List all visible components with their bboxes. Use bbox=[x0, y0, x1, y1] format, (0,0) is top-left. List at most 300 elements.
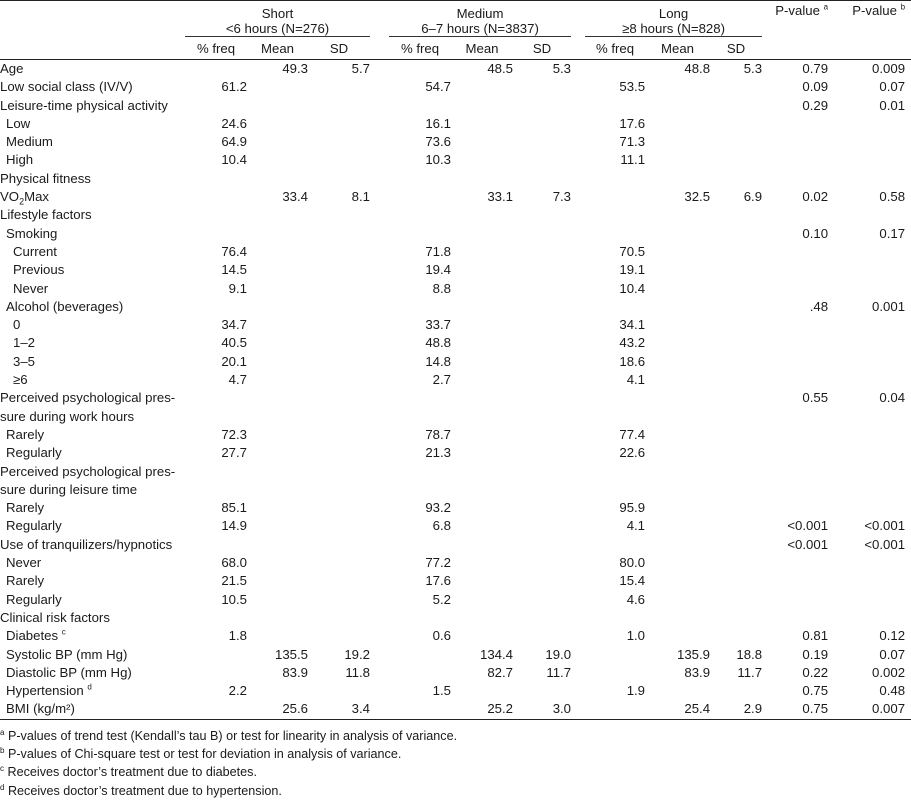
cell-mean: 48.8 bbox=[684, 61, 711, 76]
cell-freq: 9.1 bbox=[228, 280, 247, 296]
cell-sd bbox=[308, 536, 370, 554]
row-label: Systolic BP (mm Hg) bbox=[6, 646, 128, 662]
cell-sd bbox=[513, 97, 571, 115]
cell-sd bbox=[513, 243, 571, 261]
cell-mean bbox=[451, 682, 513, 700]
cell-mean bbox=[451, 499, 513, 517]
row-label: 1–2 bbox=[13, 335, 36, 351]
cell-sd bbox=[308, 517, 370, 535]
cell-pvalue-b: 0.002 bbox=[872, 664, 906, 680]
cell-mean: 134.4 bbox=[480, 646, 514, 662]
table-row bbox=[0, 554, 911, 572]
cell-freq: 70.5 bbox=[619, 243, 646, 259]
cell-sd bbox=[308, 97, 370, 115]
cell-freq: 27.7 bbox=[221, 445, 247, 461]
cell-freq bbox=[389, 700, 451, 719]
cell-freq: 93.2 bbox=[425, 500, 452, 516]
cell-freq: 68.0 bbox=[221, 555, 247, 571]
cell-pvalue-b: <0.001 bbox=[864, 536, 906, 552]
cell-freq: 95.9 bbox=[619, 500, 646, 516]
cell-sd bbox=[513, 170, 571, 188]
table-row bbox=[0, 627, 911, 645]
table-row bbox=[0, 298, 911, 316]
cell-pvalue-a bbox=[774, 572, 834, 590]
cell-freq bbox=[585, 188, 645, 206]
cell-mean bbox=[645, 536, 710, 554]
cell-freq: 10.3 bbox=[425, 152, 452, 168]
table-row bbox=[0, 408, 911, 426]
cell-mean: 49.3 bbox=[282, 61, 308, 76]
cell-sd: 11.7 bbox=[546, 664, 572, 680]
cell-freq bbox=[185, 700, 247, 719]
cell-freq: 1.5 bbox=[432, 683, 452, 699]
cell-freq bbox=[185, 188, 247, 206]
table-row bbox=[0, 334, 911, 352]
cell-freq bbox=[585, 481, 645, 499]
cell-sd bbox=[308, 389, 370, 407]
cell-sd bbox=[710, 389, 762, 407]
cell-pvalue-b bbox=[834, 444, 911, 462]
cell-mean bbox=[451, 151, 513, 169]
cell-sd bbox=[308, 463, 370, 481]
cell-sd bbox=[513, 261, 571, 279]
cell-freq bbox=[185, 225, 247, 243]
cell-mean bbox=[247, 517, 308, 535]
cell-freq bbox=[185, 664, 247, 682]
table-row bbox=[0, 60, 911, 79]
cell-sd bbox=[710, 298, 762, 316]
cell-mean: 25.2 bbox=[451, 700, 513, 719]
row-label: Physical fitness bbox=[0, 170, 91, 186]
cell-sd bbox=[308, 316, 370, 334]
cell-freq: 18.6 bbox=[619, 353, 646, 369]
cell-sd bbox=[710, 481, 762, 499]
cell-sd bbox=[513, 78, 571, 96]
cell-mean bbox=[247, 371, 308, 389]
pvalue-a-header: P-value $^a$ bbox=[775, 2, 829, 18]
cell-freq: 4.1 bbox=[626, 372, 646, 388]
cell-mean bbox=[247, 261, 308, 279]
cell-sd bbox=[308, 444, 370, 462]
cell-sd: 19.2 bbox=[344, 646, 371, 662]
table-row bbox=[0, 646, 911, 664]
cell-mean bbox=[645, 97, 710, 115]
cell-sd bbox=[710, 316, 762, 334]
cell-mean bbox=[247, 627, 308, 645]
cell-mean bbox=[451, 78, 513, 96]
cell-freq: 77.4 bbox=[619, 426, 646, 442]
cell-freq bbox=[389, 536, 451, 554]
row-label: Diabetes $^c$ bbox=[6, 627, 66, 644]
cell-freq: 71.3 bbox=[619, 134, 646, 150]
cell-freq: 85.1 bbox=[221, 500, 247, 516]
cell-pvalue-a: 0.10 bbox=[802, 225, 829, 241]
cell-freq: 17.6 bbox=[619, 115, 646, 131]
cell-pvalue-a bbox=[774, 444, 834, 462]
cell-mean bbox=[645, 682, 710, 700]
row-label: Leisure-time physical activity bbox=[0, 97, 168, 113]
cell-mean bbox=[645, 151, 710, 169]
footnote-c: $^c$ Receives doctor’s treatment due to diabetes. bbox=[0, 764, 257, 780]
cell-sd: 5.7 bbox=[351, 61, 371, 76]
cell-sd bbox=[710, 170, 762, 188]
cell-pvalue-a: <0.001 bbox=[787, 518, 829, 534]
cell-pvalue-b bbox=[834, 115, 911, 133]
cell-freq: 61.2 bbox=[221, 79, 247, 95]
cell-freq bbox=[389, 481, 451, 499]
cell-mean bbox=[247, 481, 308, 499]
cell-freq bbox=[585, 700, 645, 719]
table-row bbox=[0, 572, 911, 590]
cell-sd bbox=[710, 371, 762, 389]
cell-sd bbox=[513, 499, 571, 517]
cell-pvalue-a bbox=[774, 115, 834, 133]
cell-pvalue-b bbox=[834, 481, 911, 499]
cell-sd bbox=[710, 97, 762, 115]
cell-pvalue-b bbox=[834, 243, 911, 261]
cell-freq bbox=[389, 188, 451, 206]
cell-sd bbox=[710, 408, 762, 426]
cell-mean: 135.9 bbox=[677, 646, 711, 662]
footnote-d: $^d$ Receives doctor’s treatment due to hypertension. bbox=[0, 782, 282, 798]
cell-freq bbox=[585, 408, 645, 426]
cell-mean bbox=[247, 170, 308, 188]
col-freq: % freq bbox=[389, 39, 451, 60]
cell-freq bbox=[389, 609, 451, 627]
cell-freq: 40.5 bbox=[221, 335, 247, 351]
cell-freq: 11.1 bbox=[620, 152, 646, 168]
cell-sd bbox=[308, 499, 370, 517]
cell-freq: 20.1 bbox=[221, 353, 247, 369]
cell-sd bbox=[513, 225, 571, 243]
cell-sd bbox=[710, 517, 762, 535]
cell-mean bbox=[451, 334, 513, 352]
cell-mean bbox=[451, 133, 513, 151]
cell-sd bbox=[513, 481, 571, 499]
group-header-medium bbox=[389, 1, 571, 40]
cell-mean bbox=[247, 316, 308, 334]
row-label: Medium bbox=[6, 134, 53, 150]
cell-pvalue-a bbox=[774, 334, 834, 352]
row-label: High bbox=[6, 152, 34, 168]
cell-sd bbox=[513, 206, 571, 224]
cell-mean bbox=[451, 536, 513, 554]
cell-freq bbox=[185, 408, 247, 426]
cell-mean bbox=[247, 353, 308, 371]
cell-mean bbox=[247, 133, 308, 151]
group-title: Medium bbox=[456, 6, 504, 21]
row-label: Lifestyle factors bbox=[0, 207, 92, 223]
table-row bbox=[0, 389, 911, 407]
cell-mean bbox=[451, 426, 513, 444]
cell-sd bbox=[513, 572, 571, 590]
cell-sd bbox=[710, 426, 762, 444]
cell-freq bbox=[185, 298, 247, 316]
cell-mean bbox=[451, 572, 513, 590]
cell-freq: 2.2 bbox=[228, 683, 247, 699]
col-sd: SD bbox=[710, 39, 762, 60]
cell-mean bbox=[451, 353, 513, 371]
cell-pvalue-b: 0.04 bbox=[879, 390, 906, 406]
cell-sd bbox=[308, 591, 370, 609]
cell-sd bbox=[513, 133, 571, 151]
cell-pvalue-b: 0.007 bbox=[834, 700, 911, 719]
row-label: sure during work hours bbox=[0, 408, 135, 424]
footnote-b: $^b$ P-values of Chi-square test or test for deviation in analysis of variance. bbox=[0, 746, 402, 762]
cell-pvalue-b: 0.48 bbox=[879, 683, 906, 699]
cell-mean bbox=[645, 206, 710, 224]
cell-pvalue-b bbox=[834, 426, 911, 444]
cell-freq bbox=[185, 481, 247, 499]
cell-sd bbox=[513, 115, 571, 133]
cell-mean bbox=[247, 334, 308, 352]
cell-mean bbox=[247, 463, 308, 481]
cell-mean bbox=[451, 206, 513, 224]
cell-pvalue-a bbox=[774, 133, 834, 151]
cell-pvalue-b bbox=[834, 591, 911, 609]
cell-mean bbox=[247, 389, 308, 407]
cell-mean bbox=[645, 591, 710, 609]
cell-sd bbox=[710, 572, 762, 590]
col-mean: Mean bbox=[247, 39, 308, 60]
cell-sd bbox=[513, 517, 571, 535]
cell-pvalue-a bbox=[774, 151, 834, 169]
cell-freq bbox=[185, 170, 247, 188]
group-header-short bbox=[185, 1, 370, 40]
cell-freq: 76.4 bbox=[221, 243, 247, 259]
cell-freq: 78.7 bbox=[425, 426, 452, 442]
cell-pvalue-b bbox=[834, 170, 911, 188]
cell-sd: 5.3 bbox=[552, 61, 572, 76]
cell-mean: 25.4 bbox=[645, 700, 710, 719]
group-subtitle: 6–7 hours (N=3837) bbox=[421, 21, 539, 36]
row-label: Current bbox=[13, 243, 57, 259]
cell-pvalue-b bbox=[834, 463, 911, 481]
cell-freq: 24.6 bbox=[221, 115, 247, 131]
row-label: Rarely bbox=[6, 573, 45, 589]
cell-freq bbox=[585, 609, 645, 627]
cell-mean bbox=[247, 225, 308, 243]
cell-freq bbox=[389, 170, 451, 188]
cell-freq bbox=[185, 609, 247, 627]
cell-pvalue-b: 0.17 bbox=[879, 225, 906, 241]
cell-freq: 1.0 bbox=[626, 628, 646, 644]
table-row bbox=[0, 463, 911, 481]
row-label: Alcohol (beverages) bbox=[6, 298, 124, 314]
table-row bbox=[0, 371, 911, 389]
cell-mean bbox=[645, 408, 710, 426]
cell-mean bbox=[247, 280, 308, 298]
cell-freq: 22.6 bbox=[619, 445, 646, 461]
cell-sd bbox=[710, 627, 762, 645]
col-sd: SD bbox=[308, 39, 370, 60]
cell-mean bbox=[645, 298, 710, 316]
cell-sd bbox=[513, 627, 571, 645]
cell-freq bbox=[389, 646, 451, 664]
table-row bbox=[0, 225, 911, 243]
cell-mean bbox=[247, 206, 308, 224]
cell-freq: 16.1 bbox=[425, 115, 452, 131]
cell-pvalue-a: 0.55 bbox=[802, 390, 829, 406]
table-row bbox=[0, 536, 911, 554]
cell-freq: 43.2 bbox=[619, 335, 646, 351]
row-label: Perceived psychological pres- bbox=[0, 390, 176, 406]
cell-sd bbox=[513, 536, 571, 554]
table-row bbox=[0, 700, 911, 719]
cell-pvalue-b bbox=[834, 334, 911, 352]
cell-mean bbox=[645, 627, 710, 645]
cell-pvalue-a: 0.81 bbox=[802, 628, 829, 644]
cell-mean bbox=[645, 572, 710, 590]
row-label: Regularly bbox=[6, 518, 62, 534]
row-label: Age bbox=[0, 61, 24, 76]
cell-sd bbox=[710, 353, 762, 371]
cell-pvalue-b bbox=[834, 261, 911, 279]
cell-freq: 64.9 bbox=[221, 134, 247, 150]
cell-freq bbox=[389, 206, 451, 224]
cell-pvalue-a bbox=[774, 499, 834, 517]
cell-mean bbox=[247, 554, 308, 572]
cell-sd bbox=[308, 298, 370, 316]
cell-sd bbox=[513, 408, 571, 426]
table-body bbox=[0, 60, 911, 720]
cell-sd bbox=[710, 463, 762, 481]
cell-mean bbox=[247, 151, 308, 169]
group-title: Long bbox=[658, 6, 689, 21]
cell-mean bbox=[451, 389, 513, 407]
cell-sd bbox=[513, 426, 571, 444]
table-row bbox=[0, 664, 911, 682]
cell-mean bbox=[645, 261, 710, 279]
cell-sd bbox=[710, 115, 762, 133]
row-label: $VO_2Max$ bbox=[0, 189, 49, 207]
cell-mean bbox=[645, 353, 710, 371]
cell-sd bbox=[308, 408, 370, 426]
cell-pvalue-b: 0.009 bbox=[872, 61, 906, 76]
cell-freq bbox=[585, 298, 645, 316]
cell-sd bbox=[308, 78, 370, 96]
cell-freq: 14.8 bbox=[425, 353, 452, 369]
cell-sd bbox=[308, 682, 370, 700]
cell-pvalue-a bbox=[774, 243, 834, 261]
cell-mean: 33.1 bbox=[487, 189, 514, 205]
cell-sd bbox=[308, 481, 370, 499]
cell-freq: 6.8 bbox=[432, 518, 452, 534]
cell-pvalue-a bbox=[774, 591, 834, 609]
cell-pvalue-a: <0.001 bbox=[787, 536, 829, 552]
col-sd: SD bbox=[513, 39, 571, 60]
cell-sd: 3.4 bbox=[308, 700, 370, 719]
row-label: BMI (kg/m²) bbox=[0, 700, 185, 719]
cell-freq bbox=[389, 60, 451, 79]
cell-sd bbox=[308, 334, 370, 352]
cell-sd bbox=[513, 591, 571, 609]
cell-sd bbox=[308, 609, 370, 627]
group-header-long bbox=[585, 1, 762, 40]
pvalue-b-header: P-value $^b$ bbox=[852, 2, 906, 18]
cell-sd: 5.3 bbox=[743, 61, 763, 76]
cell-pvalue-b bbox=[834, 316, 911, 334]
cell-mean bbox=[645, 463, 710, 481]
table-row bbox=[0, 316, 911, 334]
cell-freq: 10.5 bbox=[221, 591, 247, 607]
cell-freq: 4.1 bbox=[626, 518, 646, 534]
cell-pvalue-a bbox=[774, 609, 834, 627]
cell-pvalue-b: 0.01 bbox=[879, 97, 906, 113]
cell-sd bbox=[308, 627, 370, 645]
row-label: Rarely bbox=[6, 426, 45, 442]
cell-sd bbox=[513, 554, 571, 572]
cell-freq bbox=[185, 463, 247, 481]
cell-pvalue-b bbox=[834, 353, 911, 371]
cell-mean bbox=[247, 444, 308, 462]
cell-pvalue-a: 0.75 bbox=[774, 700, 834, 719]
cell-sd bbox=[513, 682, 571, 700]
cell-freq bbox=[185, 60, 247, 79]
col-freq: % freq bbox=[185, 39, 247, 60]
cell-sd bbox=[710, 133, 762, 151]
table-row bbox=[0, 591, 911, 609]
cell-freq: 1.8 bbox=[228, 628, 247, 644]
cell-mean bbox=[247, 609, 308, 627]
row-label: 0 bbox=[13, 317, 21, 333]
cell-freq bbox=[585, 60, 645, 79]
cell-mean bbox=[645, 243, 710, 261]
cell-sd bbox=[513, 298, 571, 316]
cell-pvalue-a bbox=[774, 206, 834, 224]
cell-pvalue-b bbox=[834, 554, 911, 572]
cell-freq bbox=[389, 298, 451, 316]
cell-sd bbox=[710, 243, 762, 261]
cell-freq bbox=[389, 225, 451, 243]
table-row bbox=[0, 517, 911, 535]
cell-pvalue-b bbox=[834, 609, 911, 627]
cell-freq bbox=[585, 97, 645, 115]
cell-sd bbox=[710, 591, 762, 609]
cell-pvalue-a: 0.29 bbox=[802, 97, 829, 113]
cell-freq: 33.7 bbox=[425, 317, 452, 333]
row-label: Never bbox=[6, 555, 42, 571]
row-label: Hypertension $^d$ bbox=[6, 682, 92, 699]
cell-pvalue-b: 0.07 bbox=[879, 79, 906, 95]
cell-mean bbox=[645, 170, 710, 188]
row-label: Diastolic BP (mm Hg) bbox=[6, 664, 132, 680]
cell-mean bbox=[645, 78, 710, 96]
cell-pvalue-a bbox=[774, 280, 834, 298]
cell-sd bbox=[308, 572, 370, 590]
cell-pvalue-b: 0.07 bbox=[879, 646, 906, 662]
cell-freq: 4.7 bbox=[228, 372, 247, 388]
cell-sd bbox=[710, 554, 762, 572]
cell-mean bbox=[645, 389, 710, 407]
cell-pvalue-a bbox=[774, 554, 834, 572]
row-label: Regularly bbox=[6, 591, 62, 607]
table-row bbox=[0, 170, 911, 188]
cell-sd: 6.9 bbox=[743, 189, 763, 205]
cell-mean bbox=[247, 499, 308, 517]
cell-pvalue-a bbox=[774, 353, 834, 371]
header-group-row bbox=[0, 1, 911, 40]
cell-freq: 1.9 bbox=[626, 683, 646, 699]
cell-mean bbox=[645, 554, 710, 572]
cell-mean: 33.4 bbox=[282, 189, 308, 205]
cell-pvalue-b: 0.12 bbox=[879, 628, 906, 644]
cell-pvalue-a bbox=[774, 481, 834, 499]
cell-mean bbox=[451, 517, 513, 535]
cell-mean bbox=[247, 243, 308, 261]
table-row bbox=[0, 261, 911, 279]
cell-freq: 71.8 bbox=[425, 243, 452, 259]
